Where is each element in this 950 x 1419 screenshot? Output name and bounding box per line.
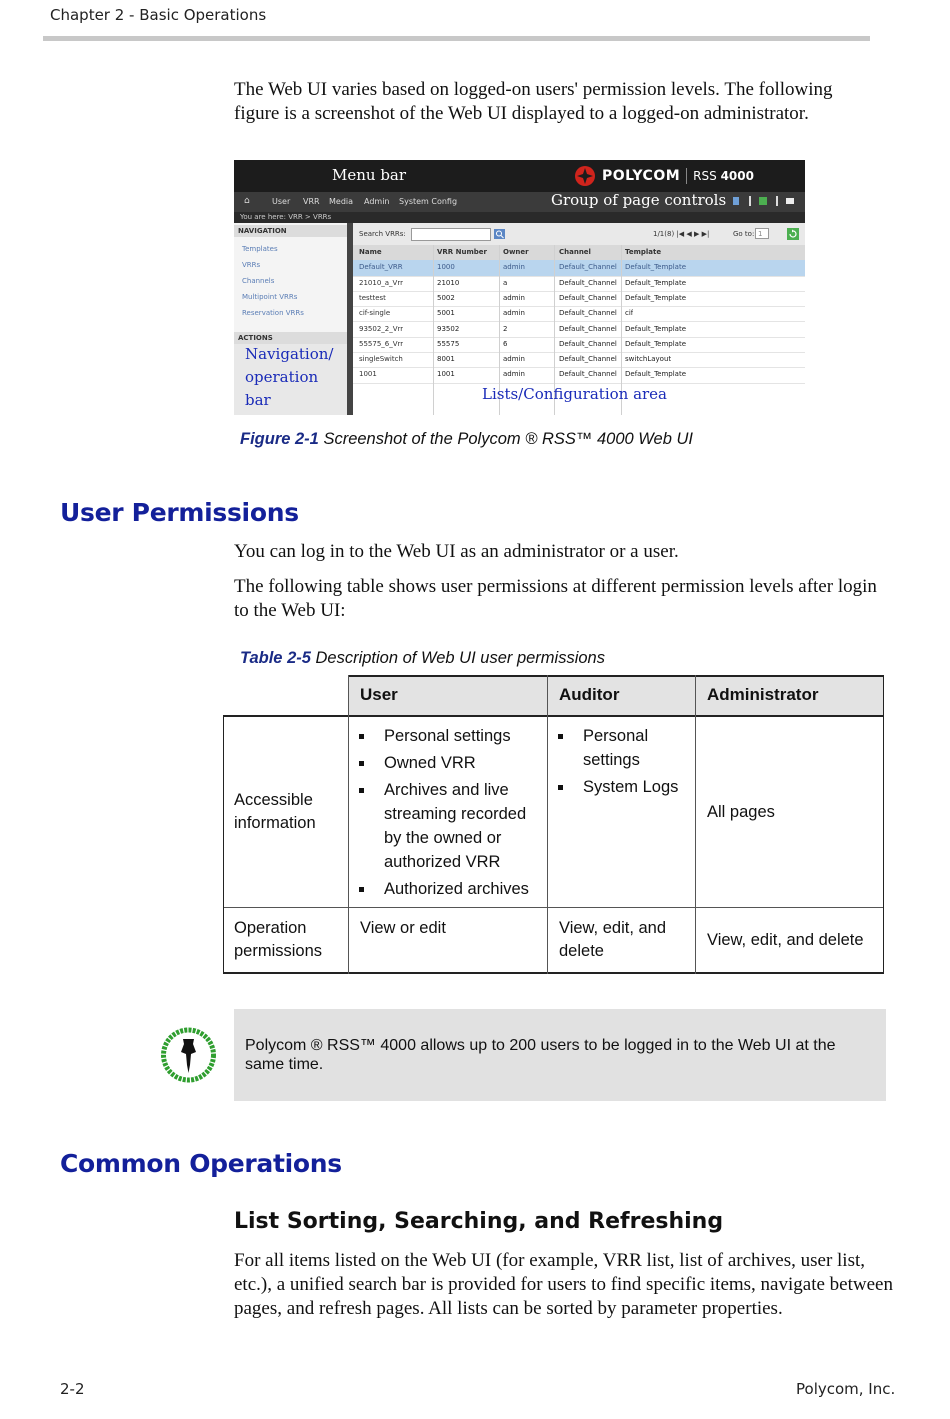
list-item: Personal settings	[556, 724, 691, 772]
cell-vrr-number: 5002	[437, 293, 455, 302]
footer-company: Polycom, Inc.	[796, 1380, 896, 1398]
section-title-user-permissions: User Permissions	[60, 498, 299, 527]
list-item: System Logs	[556, 775, 691, 799]
cell-owner: admin	[503, 309, 525, 318]
lists-area-callout: Lists/Configuration area	[482, 385, 668, 403]
cell-name: 55575_6_Vrr	[359, 339, 404, 348]
cell-name: testtest	[359, 293, 386, 302]
table-row[interactable]	[353, 322, 805, 338]
goto-label: Go to:	[733, 230, 755, 238]
search-icon[interactable]	[494, 228, 506, 240]
note-text: Polycom ® RSS™ 4000 allows up to 200 users to be logged in to the Web UI at the same time.	[245, 1037, 836, 1073]
polycom-logo	[574, 165, 754, 187]
user-accessible-list	[357, 724, 547, 904]
table-row[interactable]	[353, 276, 805, 292]
cell-owner: a	[503, 278, 508, 287]
cell-vrr-number: 21010	[437, 278, 460, 287]
cell-owner: 6	[503, 339, 508, 348]
col-channel[interactable]: Channel	[559, 248, 591, 256]
table-row[interactable]	[353, 306, 805, 322]
refresh-icon[interactable]	[787, 228, 799, 240]
goto-input[interactable]: 1	[755, 228, 769, 239]
table-rule	[883, 675, 884, 974]
cell-name: Default_VRR	[359, 263, 403, 272]
cell-channel: Default_Channel	[559, 324, 617, 333]
table-row[interactable]	[353, 291, 805, 307]
cell-owner: admin	[503, 370, 525, 379]
cell-template: Default_Template	[625, 324, 687, 333]
divider-icon	[773, 196, 781, 206]
table-rule	[349, 675, 884, 677]
nav-link-templates[interactable]: Templates	[242, 245, 278, 253]
note-box	[234, 1009, 886, 1101]
cell-name: 21010_a_Vrr	[359, 278, 403, 287]
page-controls-callout: Group of page controls	[551, 191, 727, 209]
cell-owner: admin	[503, 355, 525, 364]
logo-product: RSS 4000	[693, 169, 754, 183]
cell-owner: 2	[503, 324, 508, 333]
cell-name: 93502_2_Vrr	[359, 324, 404, 333]
menu-media[interactable]: Media	[329, 197, 354, 206]
cell-channel: Default_Channel	[559, 370, 617, 379]
cell-template: Default_Template	[625, 293, 687, 302]
paragraph-login: You can log in to the Web UI as an administrator or a user.	[234, 541, 679, 562]
cell-template: switchLayout	[625, 355, 672, 364]
page-number: 2-2	[60, 1380, 85, 1398]
nav-link-multipoint-vrrs[interactable]: Multipoint VRRs	[242, 293, 298, 301]
cell-vrr-number: 5001	[437, 309, 455, 318]
edit-icon[interactable]	[732, 196, 740, 206]
table-rule	[223, 715, 224, 974]
cell-owner: admin	[503, 263, 525, 272]
header-administrator: Administrator	[696, 675, 884, 716]
menu-vrr[interactable]: VRR	[303, 197, 320, 206]
logo-separator	[686, 168, 687, 184]
cell-name: singleSwitch	[359, 355, 403, 364]
nav-link-vrrs[interactable]: VRRs	[242, 261, 261, 269]
menu-user[interactable]: User	[272, 197, 291, 206]
cell-vrr-number: 1000	[437, 263, 455, 272]
row-label-accessible: Accessible information	[234, 791, 316, 832]
cell-name: 1001	[359, 370, 377, 379]
search-bar	[353, 223, 805, 246]
cell-vrr-number: 93502	[437, 324, 460, 333]
table-rule	[695, 675, 696, 974]
export-icon[interactable]	[759, 196, 767, 206]
header-user: User	[349, 675, 548, 716]
auditor-operation: View, edit, and delete	[559, 919, 667, 960]
header-rule	[43, 36, 870, 41]
cell-channel: Default_Channel	[559, 339, 617, 348]
cell-channel: Default_Channel	[559, 278, 617, 287]
cell-channel: Default_Channel	[559, 263, 617, 272]
col-owner[interactable]: Owner	[503, 248, 529, 256]
search-label: Search VRRs:	[359, 230, 406, 238]
col-template[interactable]: Template	[625, 248, 662, 256]
cell-template: Default_Template	[625, 370, 687, 379]
navigation-bar-callout: Navigation/ operation bar	[245, 345, 334, 409]
col-vrr-number[interactable]: VRR Number	[437, 248, 487, 256]
pager[interactable]: 1/1(8) |◀ ◀ ▶ ▶|	[653, 230, 710, 238]
section-title-common-operations: Common Operations	[60, 1149, 342, 1178]
logo-brand: POLYCOM	[602, 168, 681, 184]
list-item: Personal settings	[357, 724, 547, 748]
table-row[interactable]	[353, 352, 805, 368]
divider-icon	[746, 196, 754, 206]
admin-accessible: All pages	[707, 803, 775, 821]
intro-paragraph: The Web UI varies based on logged-on users' permission levels. The following figure is a screenshot of the Web UI displayed to a logged-on administrator.	[234, 79, 833, 124]
table-row[interactable]	[353, 260, 805, 276]
cell-name: cif-single	[359, 309, 391, 318]
cell-template: cif	[625, 309, 634, 318]
cell-channel: Default_Channel	[559, 309, 617, 318]
nav-link-reservation-vrrs[interactable]: Reservation VRRs	[242, 309, 304, 317]
permissions-table	[223, 675, 884, 974]
vrr-table-header	[353, 245, 805, 261]
user-operation: View or edit	[360, 919, 446, 937]
table-rule	[223, 972, 884, 974]
cell-channel: Default_Channel	[559, 355, 617, 364]
table-rule	[348, 675, 349, 974]
list-item: Authorized archives	[357, 877, 547, 901]
figure-caption: Figure 2-1 Screenshot of the Polycom ® RSS™ 4000 Web UI	[240, 430, 693, 448]
cell-template: Default_Template	[625, 339, 687, 348]
cell-channel: Default_Channel	[559, 293, 617, 302]
menu-system-config[interactable]: System Config	[399, 197, 458, 206]
row-label-operation: Operation permissions	[234, 919, 323, 960]
nav-link-channels[interactable]: Channels	[242, 277, 275, 285]
table-rule	[223, 715, 884, 717]
admin-operation: View, edit, and delete	[707, 931, 864, 949]
cell-template: Default_Template	[625, 278, 687, 287]
table-caption: Table 2-5 Description of Web UI user permissions	[240, 649, 605, 667]
paragraph-table-intro: The following table shows user permissions at different permission levels after login to the Web UI:	[234, 576, 877, 621]
actions-heading: ACTIONS	[234, 332, 347, 344]
header-auditor: Auditor	[548, 675, 696, 716]
table-row[interactable]	[353, 337, 805, 353]
polycom-logo-icon	[574, 165, 596, 187]
cell-owner: admin	[503, 293, 525, 302]
table-row[interactable]	[353, 367, 805, 383]
cell-vrr-number: 8001	[437, 355, 455, 364]
col-name[interactable]: Name	[359, 248, 382, 256]
cell-template: Default_Template	[625, 263, 687, 272]
paragraph-list-operations: For all items listed on the Web UI (for example, VRR list, list of archives, user list, etc.), a unified search bar is provided for users to find specific items, navigate between pages, and refresh pages. All lists can be sorted by parameter properties.	[234, 1250, 893, 1319]
menu-admin[interactable]: Admin	[364, 197, 390, 206]
auditor-accessible-list	[556, 724, 691, 802]
web-ui-screenshot	[234, 160, 805, 415]
table-rule	[547, 675, 548, 974]
home-icon[interactable]: ⌂	[244, 196, 250, 206]
nav-heading: NAVIGATION	[234, 225, 347, 237]
cell-vrr-number: 55575	[437, 339, 460, 348]
list-item: Archives and live streaming recorded by the owned or authorized VRR	[357, 778, 547, 874]
table-rule	[223, 907, 884, 908]
subsection-title: List Sorting, Searching, and Refreshing	[234, 1209, 724, 1234]
print-icon[interactable]	[786, 196, 794, 206]
search-input[interactable]	[411, 228, 491, 241]
screenshot-breadcrumb: You are here: VRR > VRRs	[234, 212, 805, 223]
chapter-header: Chapter 2 - Basic Operations	[50, 6, 267, 24]
list-item: Owned VRR	[357, 751, 547, 775]
note-pin-icon	[160, 1025, 217, 1085]
cell-vrr-number: 1001	[437, 370, 455, 379]
menu-bar-callout: Menu bar	[332, 166, 407, 184]
